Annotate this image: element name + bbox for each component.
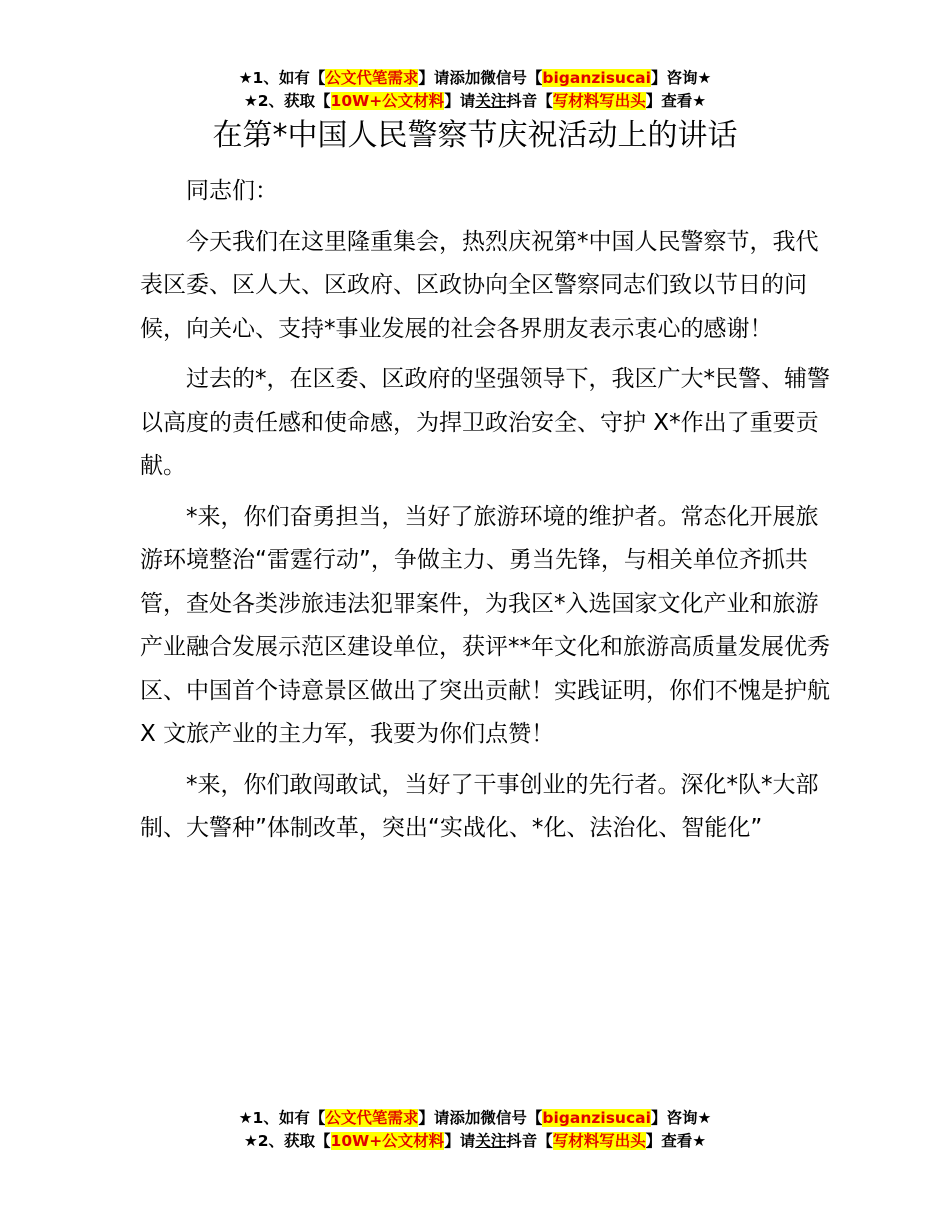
banner-text: ★2、获取【 [243,1132,331,1150]
banner-text: 抖音【 [506,92,553,110]
banner-text: 】咨询★ [650,1109,712,1127]
page-title: 在第*中国人民警察节庆祝活动上的讲话 [212,118,738,153]
paragraph-2: 过去的*，在区委、区政府的坚强领导下，我区广大*民警、辅警以高度的责任感和使命感，为捍卫政治安全、守护 X*作出了重要贡献。 [140,366,830,479]
highlight-materials: 10W+公文材料 [330,92,445,110]
paragraph-4: *来，你们敢闯敢试，当好了干事创业的先行者。深化*队*大部制、大警种”体制改革，突出“实战化、*化、法治化、智能化” [140,771,819,841]
greeting: 同志们： [186,178,278,204]
banner-text: 】请 [444,92,476,110]
banner-text: 】查看★ [645,92,707,110]
banner-text: 抖音【 [506,1132,553,1150]
banner-text: 】咨询★ [650,69,712,87]
footer-banner [0,1107,950,1153]
highlight-douyin: 写材料写出头 [552,92,646,110]
banner-text: 】查看★ [645,1132,707,1150]
highlight-service: 公文代笔需求 [325,1109,419,1127]
banner-follow: 关注 [475,92,507,110]
highlight-wechat-id: biganzisucai [542,1109,651,1127]
banner-text: ★2、获取【 [243,92,331,110]
highlight-materials: 10W+公文材料 [330,1132,445,1150]
banner-text: 】请 [444,1132,476,1150]
banner-text: ★1、如有【 [238,69,326,87]
banner-text: ★1、如有【 [238,1109,326,1127]
highlight-wechat-id: biganzisucai [542,69,651,87]
header-banner-line-1 [0,67,950,90]
document-body [140,170,840,858]
highlight-service: 公文代笔需求 [325,69,419,87]
header-banner [0,67,950,113]
paragraph-1: 今天我们在这里隆重集会，热烈庆祝第*中国人民警察节，我代表区委、区人大、区政府、区政协向全区警察同志们致以节日的问候，向关心、支持*事业发展的社会各界朋友表示衷心的感谢！ [140,228,819,342]
banner-text: 】请添加微信号【 [418,1109,543,1127]
banner-text: 】请添加微信号【 [418,69,543,87]
header-banner-line-2 [0,90,950,113]
footer-banner-line-1 [0,1107,950,1130]
banner-follow: 关注 [475,1132,507,1150]
paragraph-3: *来，你们奋勇担当，当好了旅游环境的维护者。常态化开展旅游环境整治“雷霆行动”，争做主力、勇当先锋，与相关单位齐抓共管，查处各类涉旅违法犯罪案件，为我区*入选国家文化产业和旅游产业融合发展示范区建设单位，获评**年文化和旅游高质量发展优秀区、中国首个诗意景区做出了突出贡献！实践证明，你们不愧是护航 X 文旅产业的主力军，我要为你们点赞！ [140,503,830,747]
footer-banner-line-2 [0,1130,950,1153]
highlight-douyin: 写材料写出头 [552,1132,646,1150]
